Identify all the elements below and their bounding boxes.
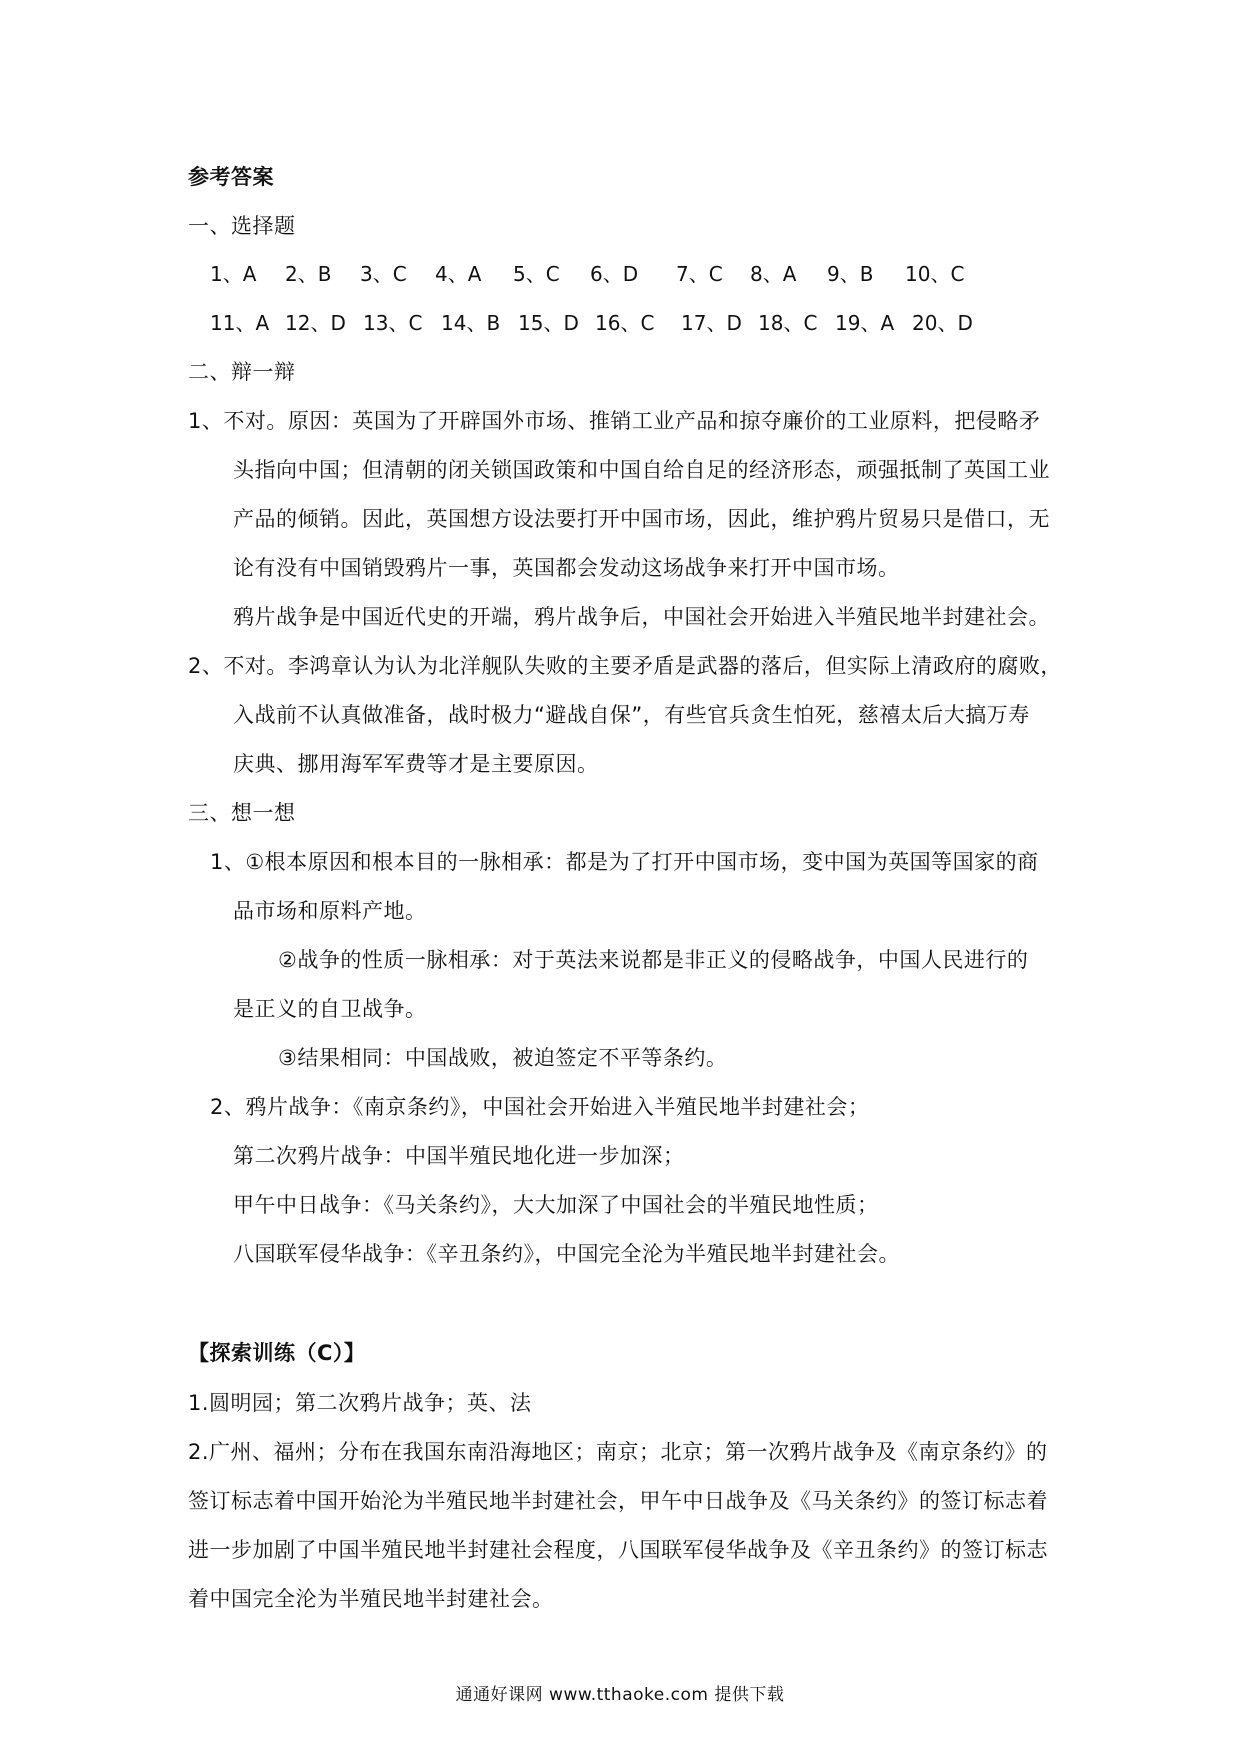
explore-line: 着中国完全沦为半殖民地半封建社会。: [188, 1587, 554, 1611]
answer-item: 11、A: [210, 311, 270, 335]
section-heading-choice: 一、选择题: [188, 214, 296, 238]
think-q2-line: 八国联军侵华战争：《辛丑条约》，中国完全沦为半殖民地半封建社会。: [233, 1242, 900, 1266]
section-heading-debate: 二、辩一辩: [188, 360, 296, 384]
page-title: 参考答案: [188, 165, 274, 189]
answer-item: 18、C: [758, 311, 818, 335]
section-heading-think: 三、想一想: [188, 801, 296, 825]
answer-item: 17、D: [681, 311, 742, 335]
answer-item: 20、D: [912, 311, 973, 335]
answer-item: 1、A: [210, 262, 257, 286]
answer-item: 10、C: [905, 262, 965, 286]
think-q2-line: 第二次鸦片战争：中国半殖民地化进一步加深；: [233, 1144, 685, 1168]
answer-item: 4、A: [435, 262, 482, 286]
answer-item: 6、D: [590, 262, 639, 286]
debate-q1-line: 头指向中国；但清朝的闭关锁国政策和中国自给自足的经济形态，顽强抵制了英国工业: [233, 458, 1050, 482]
debate-q1-line: 论有没有中国销毁鸦片一事，英国都会发动这场战争来打开中国市场。: [233, 556, 900, 580]
think-q2-line: 2、鸦片战争：《南京条约》，中国社会开始进入半殖民地半封建社会；: [210, 1095, 870, 1119]
think-q1-line: ②战争的性质一脉相承：对于英法来说都是非正义的侵略战争，中国人民进行的: [278, 948, 1029, 972]
answer-item: 14、B: [441, 311, 501, 335]
debate-q1-line: 鸦片战争是中国近代史的开端，鸦片战争后，中国社会开始进入半殖民地半封建社会。: [233, 605, 1050, 629]
answer-item: 2、B: [285, 262, 332, 286]
explore-line: 2.广州、福州；分布在我国东南沿海地区；南京；北京；第一次鸦片战争及《南京条约》的: [188, 1440, 1048, 1464]
think-q2-line: 甲午中日战争：《马关条约》，大大加深了中国社会的半殖民地性质；: [233, 1193, 879, 1217]
think-q1-line: 1、①根本原因和根本目的一脉相承：都是为了打开中国市场，变中国为英国等国家的商: [210, 850, 1039, 874]
section-heading-explore: 【探索训练（C）】: [188, 1341, 366, 1365]
page-footer: 通通好课网 www.tthaoke.com 提供下载: [455, 1685, 785, 1705]
answer-item: 9、B: [827, 262, 874, 286]
debate-q2-line: 2、不对。李鸿章认为认为北洋舰队失败的主要矛盾是武器的落后，但实际上清政府的腐败，: [188, 654, 1062, 678]
answer-item: 3、C: [360, 262, 407, 286]
explore-line: 1.圆明园；第二次鸦片战争；英、法: [188, 1391, 532, 1415]
explore-line: 签订标志着中国开始沦为半殖民地半封建社会，甲午中日战争及《马关条约》的签订标志着: [188, 1489, 1048, 1513]
answer-item: 15、D: [518, 311, 579, 335]
think-q1-line: 品市场和原料产地。: [233, 899, 427, 923]
answer-item: 5、C: [513, 262, 560, 286]
answer-item: 19、A: [835, 311, 895, 335]
answer-item: 12、D: [285, 311, 346, 335]
think-q1-line: 是正义的自卫战争。: [233, 997, 427, 1021]
answer-item: 16、C: [595, 311, 655, 335]
debate-q1-line: 1、不对。原因：英国为了开辟国外市场、推销工业产品和掠夺廉价的工业原料，把侵略矛: [188, 409, 1041, 433]
answer-item: 13、C: [363, 311, 423, 335]
explore-line: 进一步加剧了中国半殖民地半封建社会程度，八国联军侵华战争及《辛丑条约》的签订标志: [188, 1538, 1048, 1562]
think-q1-line: ③结果相同：中国战败，被迫签定不平等条约。: [278, 1046, 728, 1070]
debate-q1-line: 产品的倾销。因此，英国想方设法要打开中国市场，因此，维护鸦片贸易只是借口，无: [233, 507, 1050, 531]
answer-item: 7、C: [676, 262, 723, 286]
debate-q2-line: 入战前不认真做准备，战时极力“避战自保”，有些官兵贪生怕死，慈禧太后大搞万寿: [233, 703, 1030, 727]
debate-q2-line: 庆典、挪用海军军费等才是主要原因。: [233, 752, 599, 776]
answer-item: 8、A: [750, 262, 797, 286]
